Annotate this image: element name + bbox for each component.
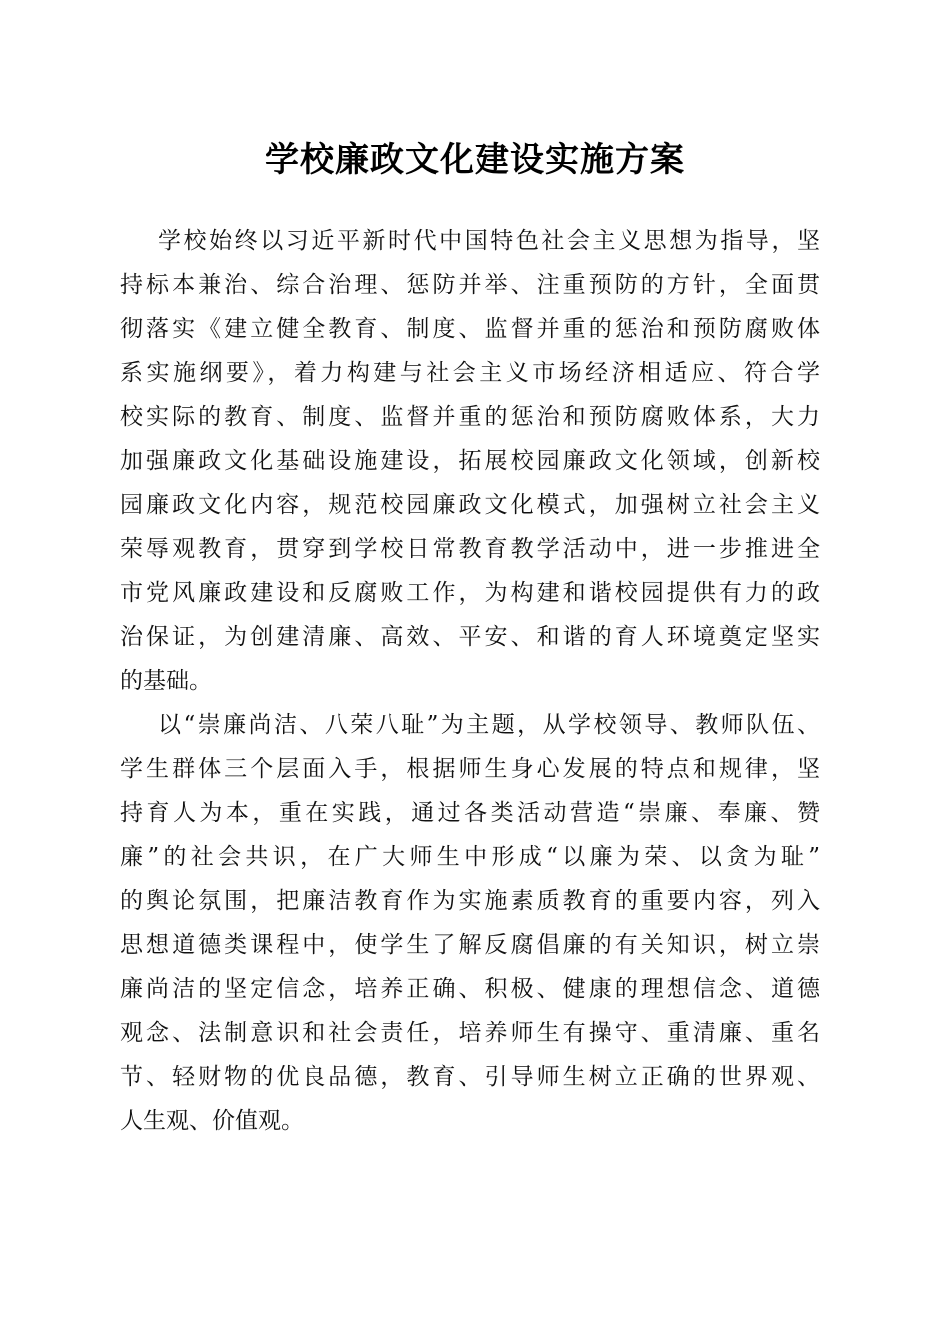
paragraph-line: 治保证，为创建清廉、高效、平安、和谐的育人环境奠定坚实: [120, 624, 820, 650]
paragraph-line: 人生观、价值观。: [120, 1108, 304, 1134]
paragraph-line: 持标本兼治、综合治理、惩防并举、注重预防的方针，全面贯: [120, 272, 820, 298]
paragraph-line: 学校始终以习近平新时代中国特色社会主义思想为指导，坚: [158, 228, 820, 254]
paragraph-line: 的舆论氛围，把廉洁教育作为实施素质教育的重要内容，列入: [120, 888, 820, 914]
paragraph-line: 系实施纲要》，着力构建与社会主义市场经济相适应、符合学: [120, 360, 820, 386]
paragraph-line: 廉”的社会共识，在广大师生中形成“以廉为荣、以贪为耻”: [120, 844, 820, 870]
paragraph-line: 节、轻财物的优良品德，教育、引导师生树立正确的世界观、: [120, 1064, 820, 1090]
paragraph-line: 市党风廉政建设和反腐败工作，为构建和谐校园提供有力的政: [120, 580, 820, 606]
paragraph-line: 加强廉政文化基础设施建设，拓展校园廉政文化领域，创新校: [120, 448, 820, 474]
paragraph-line: 学生群体三个层面入手，根据师生身心发展的特点和规律，坚: [120, 756, 820, 782]
paragraph-line: 的基础。: [120, 668, 212, 694]
paragraph-line: 校实际的教育、制度、监督并重的惩治和预防腐败体系，大力: [120, 404, 820, 430]
paragraph-line: 观念、法制意识和社会责任，培养师生有操守、重清廉、重名: [120, 1020, 820, 1046]
paragraph-line: 持育人为本，重在实践，通过各类活动营造“崇廉、奉廉、赞: [120, 800, 820, 826]
paragraph-line: 廉尚洁的坚定信念，培养正确、积极、健康的理想信念、道德: [120, 976, 820, 1002]
document-title: 学校廉政文化建设实施方案: [265, 140, 685, 180]
paragraph-line: 荣辱观教育，贯穿到学校日常教育教学活动中，进一步推进全: [120, 536, 820, 562]
paragraph-line: 以“崇廉尚洁、八荣八耻”为主题，从学校领导、教师队伍、: [158, 712, 820, 738]
paragraph-line: 园廉政文化内容，规范校园廉政文化模式，加强树立社会主义: [120, 492, 820, 518]
paragraph-line: 彻落实《建立健全教育、制度、监督并重的惩治和预防腐败体: [120, 316, 820, 342]
paragraph-line: 思想道德类课程中，使学生了解反腐倡廉的有关知识，树立崇: [120, 932, 820, 958]
